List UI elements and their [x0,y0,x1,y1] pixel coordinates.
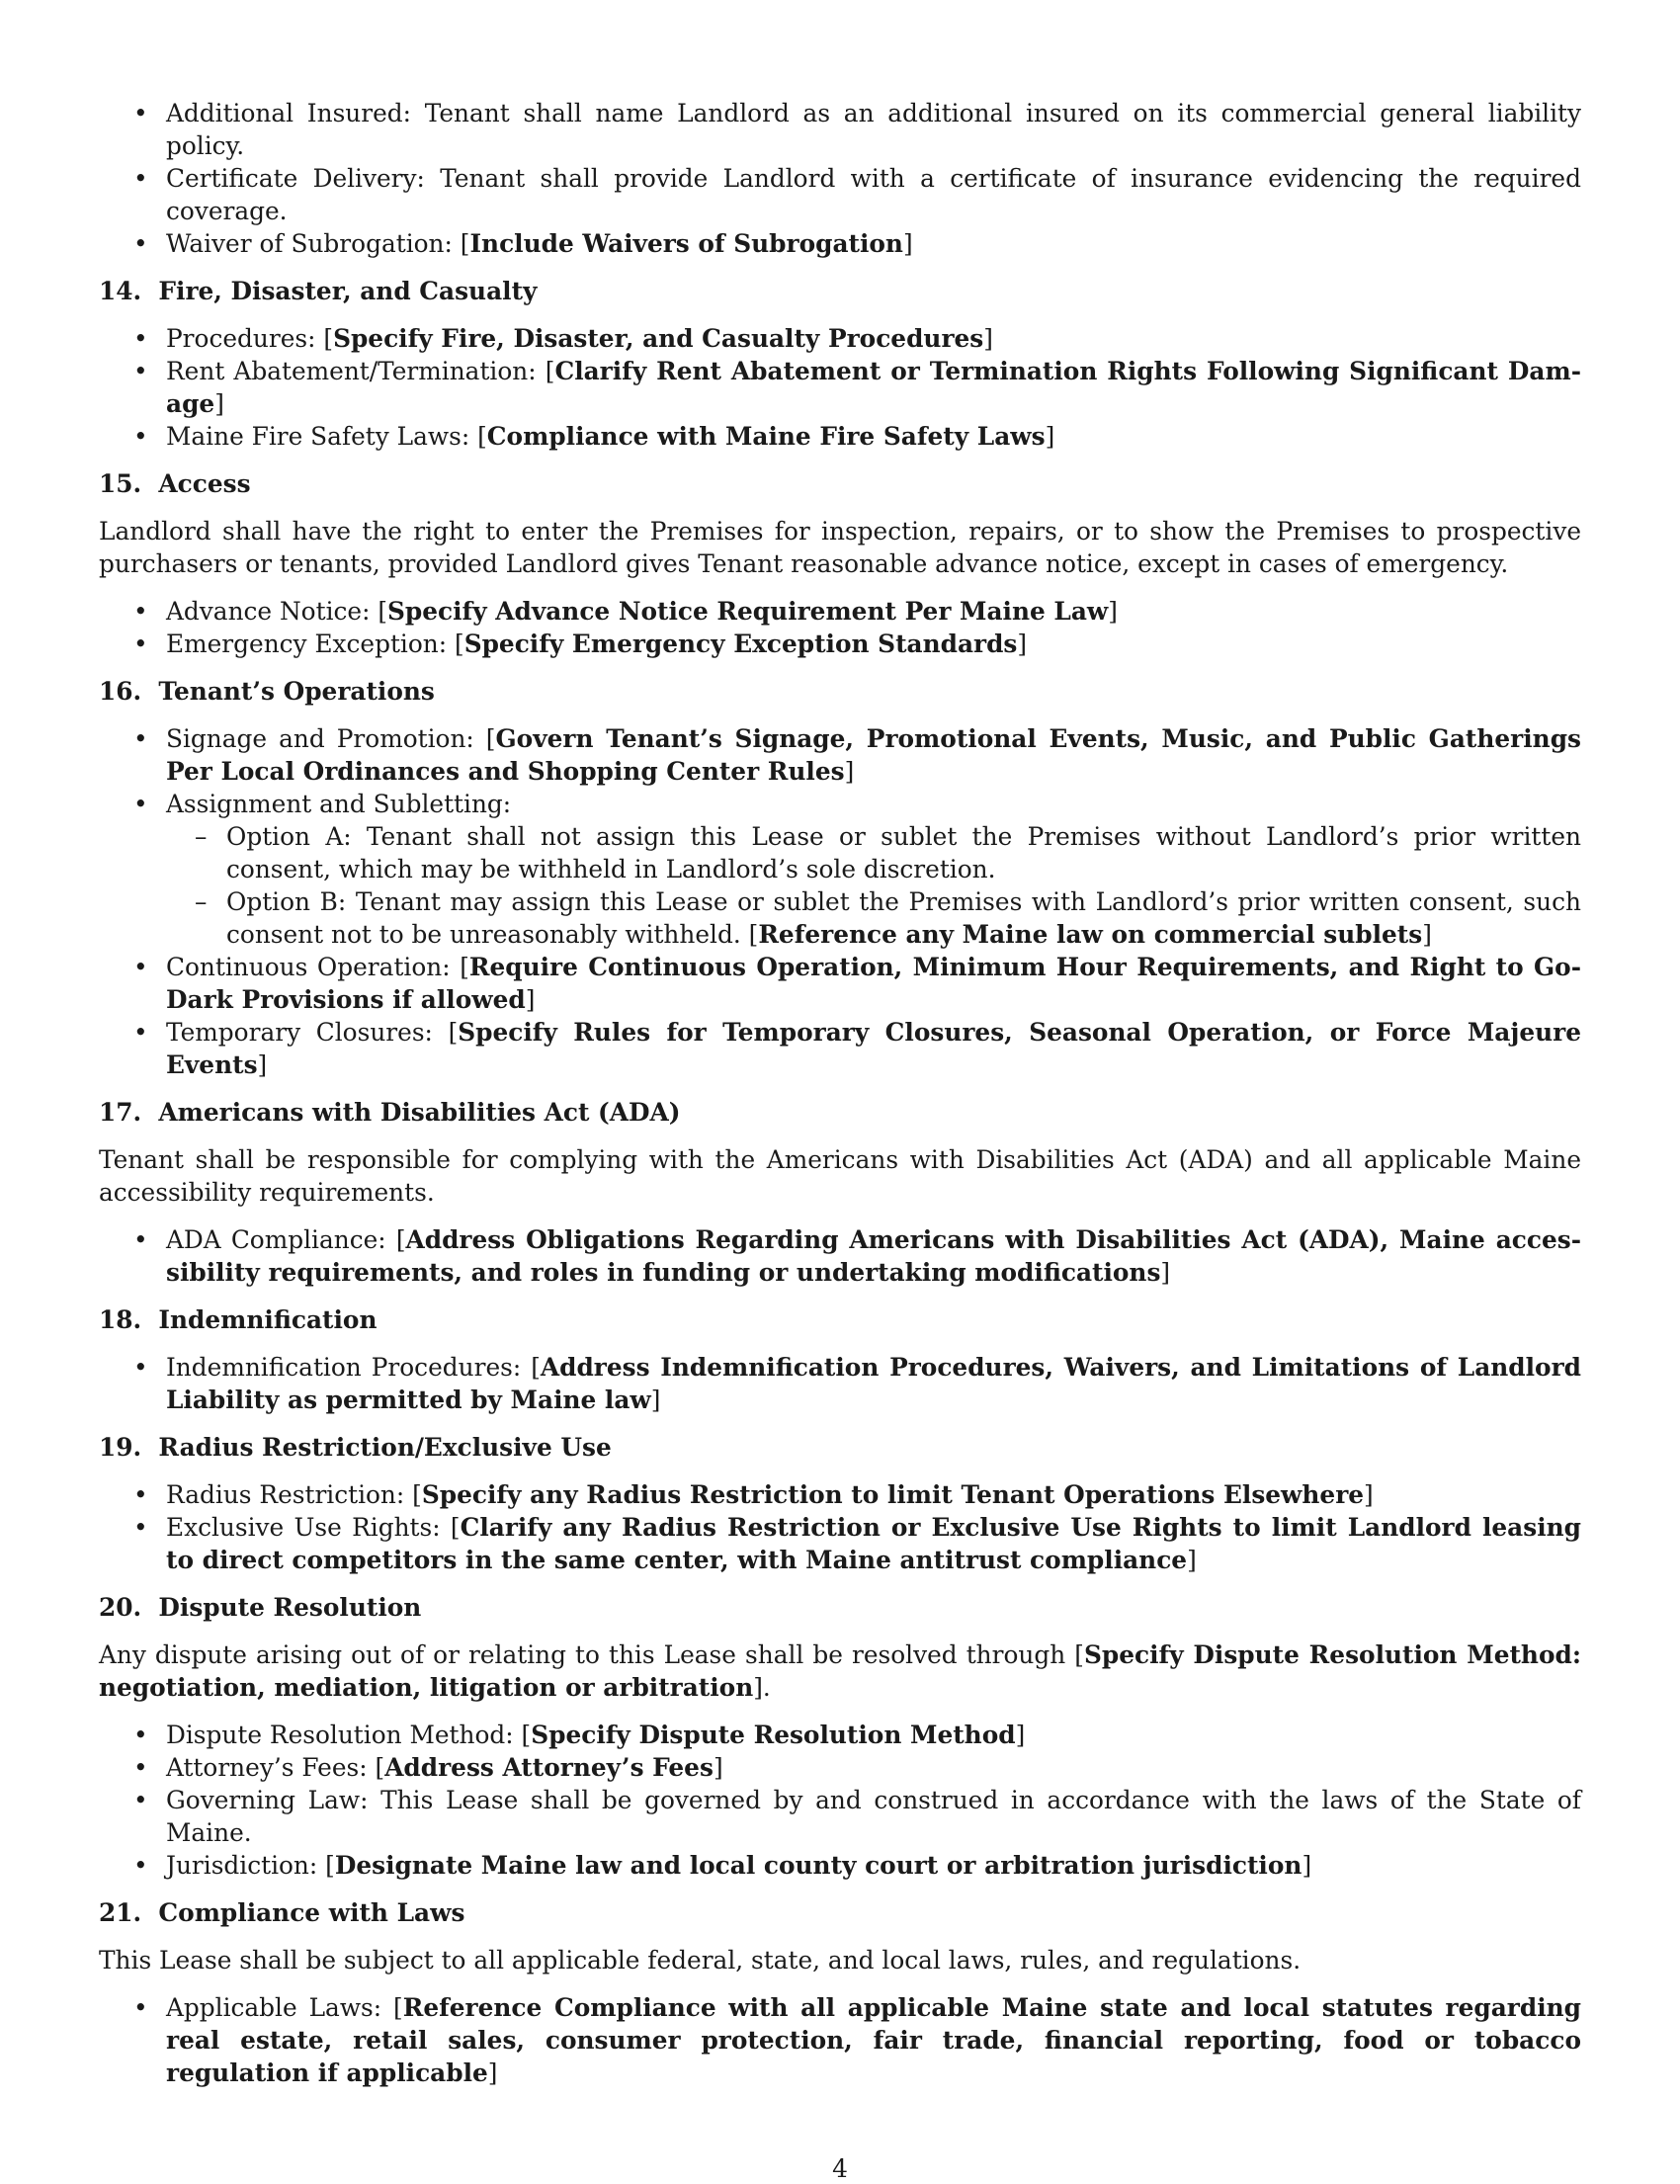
page-number: 4 [832,2154,848,2183]
section-17-list [99,1223,1581,1289]
list-item: • ADA Compliance: [Address Obligations Regarding Americans with Disabilities Act (ADA), Maine accessibility requirements, and roles in funding or undertaking modifications] [99,1223,1581,1289]
section-20-body: Any dispute arising out of or relating to this Lease shall be resolved through [Specify Dispute Resolution Method: negotiation, mediation, litigation or arbitration]. [99,1640,1581,1702]
section-heading-16: 16. Tenant’s Operations [99,677,435,706]
section-heading-19: 19. Radius Restriction/Exclusive Use [99,1433,612,1462]
list-item: • Jurisdiction: [Designate Maine law and local county court or arbitration jurisdiction] [99,1849,1581,1882]
section-heading-20: 20. Dispute Resolution [99,1593,422,1622]
list-item: • Governing Law: This Lease shall be governed by and construed in accordance with the laws of the State of Maine. [99,1784,1581,1849]
list-item: • Waiver of Subrogation: [Include Waivers of Subrogation] [99,227,1581,260]
section-16-list-cont [99,951,1581,1081]
section-heading-21: 21. Compliance with Laws [99,1898,465,1927]
list-item: • Continuous Operation: [Require Continuous Operation, Minimum Hour Requirements, and Right to Go-Dark Provisions if allowed] [99,951,1581,1016]
section-19-list [99,1478,1581,1576]
list-item: • Advance Notice: [Specify Advance Notice Requirement Per Maine Law] [99,595,1581,628]
list-item: • Emergency Exception: [Specify Emergency Exception Standards] [99,628,1581,660]
list-item: • Signage and Promotion: [Govern Tenant’s Signage, Promotional Events, Music, and Public Gatherings Per Local Ordinances and Shopping Center Rules] [99,722,1581,788]
list-item: • Maine Fire Safety Laws: [Compliance with Maine Fire Safety Laws] [99,420,1581,453]
section-16-list [99,722,1581,820]
section-heading-15: 15. Access [99,469,251,498]
option-item: – Option A: Tenant shall not assign this Lease or sublet the Premises without Landlord’s prior written consent, which may be withheld in Landlord’s sole discretion. [99,820,1581,885]
section-15-list [99,595,1581,660]
section-14-list [99,322,1581,453]
insurance-list [99,97,1581,260]
list-item: • Procedures: [Specify Fire, Disaster, and Casualty Procedures] [99,322,1581,355]
section-20-list [99,1719,1581,1882]
section-17-body: Tenant shall be responsible for complying with the Americans with Disabilities Act (ADA) and all applicable Maine accessibility requirements. [99,1145,1581,1207]
section-21-list [99,1991,1581,2089]
list-item: • Additional Insured: Tenant shall name Landlord as an additional insured on its commercial general liability policy. [99,97,1581,162]
list-item: • Certificate Delivery: Tenant shall provide Landlord with a certificate of insurance evidencing the required coverage. [99,162,1581,227]
list-item: • Assignment and Subletting: [99,788,1581,820]
assignment-options [99,820,1581,951]
list-item: • Attorney’s Fees: [Address Attorney’s Fees] [99,1751,1581,1784]
section-21-body: This Lease shall be subject to all applicable federal, state, and local laws, rules, and regulations. [99,1946,1302,1974]
document-page [99,97,1581,2113]
list-item: • Radius Restriction: [Specify any Radius Restriction to limit Tenant Operations Elsewhere] [99,1478,1581,1511]
section-15-body: Landlord shall have the right to enter the Premises for inspection, repairs, or to show the Premises to prospective purchasers or tenants, provided Landlord gives Tenant reasonable advance notice, except in cases of emergency. [99,517,1581,578]
section-18-list [99,1351,1581,1416]
list-item: • Applicable Laws: [Reference Compliance with all applicable Maine state and local statutes regarding real estate, retail sales, consumer protection, fair trade, financial reporting, food or tobacco regulation if applicable] [99,1991,1581,2089]
section-heading-17: 17. Americans with Disabilities Act (ADA) [99,1098,681,1127]
section-heading-18: 18. Indemnification [99,1305,378,1334]
list-item: • Temporary Closures: [Specify Rules for Temporary Closures, Seasonal Operation, or Force Majeure Events] [99,1016,1581,1081]
option-item: – Option B: Tenant may assign this Lease or sublet the Premises with Landlord’s prior written consent, such consent not to be unreasonably withheld. [Reference any Maine law on commercial sublets] [99,885,1581,951]
list-item: • Rent Abatement/Termination: [Clarify Rent Abatement or Termination Rights Following Significant Damage] [99,355,1581,420]
list-item: • Exclusive Use Rights: [Clarify any Radius Restriction or Exclusive Use Rights to limit Landlord leasing to direct competitors in the same center, with Maine antitrust compliance] [99,1511,1581,1576]
list-item: • Indemnification Procedures: [Address Indemnification Procedures, Waivers, and Limitations of Landlord Liability as permitted by Maine law] [99,1351,1581,1416]
list-item: • Dispute Resolution Method: [Specify Dispute Resolution Method] [99,1719,1581,1751]
section-heading-14: 14. Fire, Disaster, and Casualty [99,277,538,305]
